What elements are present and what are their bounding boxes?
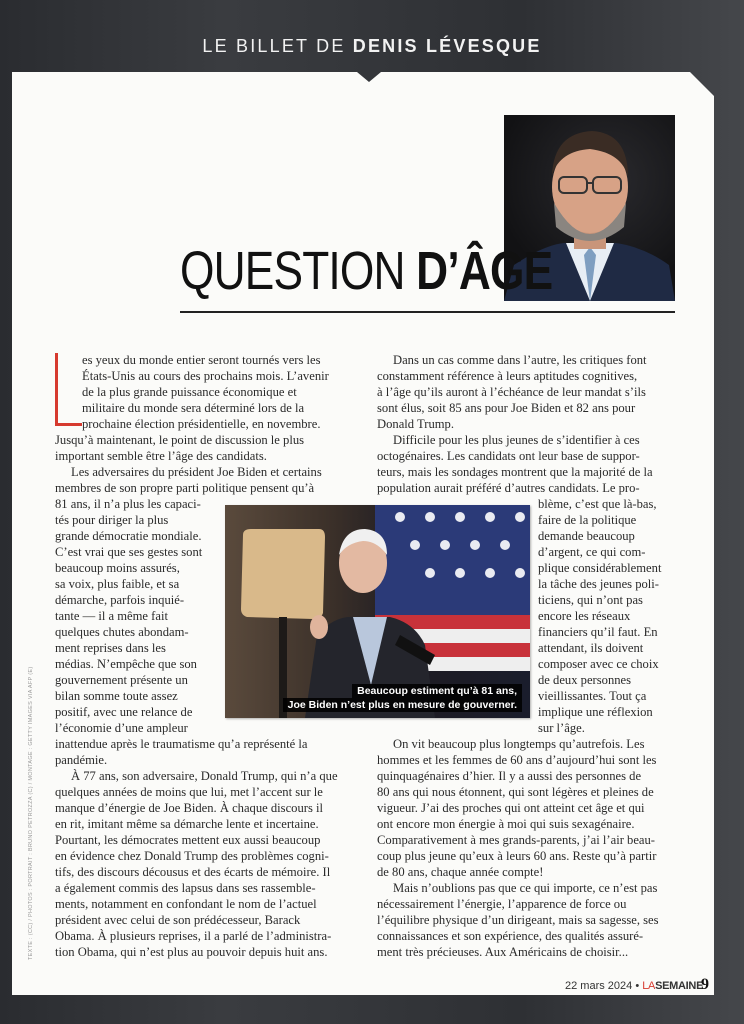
photo-caption-line1: Beaucoup estiment qu’à 81 ans, xyxy=(352,684,522,698)
title-bold: D’ÂGE xyxy=(416,241,553,301)
article-title xyxy=(180,240,552,302)
page-number: 9 xyxy=(701,976,709,993)
paragraph: Les adversaires du président Joe Biden et certains membres de son propre parti politique pensent qu’à 81 ans, il n’a plus les capaci- tés pour diriger la plus grande démocratie mondiale. C’est vrai que ses gestes sont beaucoup moins assurés, sa voix, plus faible, et sa démarche, parfois inquié- tante — il a même fait quelques chutes abondam- ment reprises dans les médias. N’empêche que son gouvernement présente un bilan somme toute assez positif, avec une relance de l’économie d’une ampleur inattendue après le traumatisme qu’a représenté la pandémie. xyxy=(55,465,322,767)
photo-credit: TEXTE : (CC) / PHOTOS : PORTRAIT : BRUNO PETROZZA (C) / MONTAGE : GETTY IMAGES VIA AFP (E) xyxy=(28,666,34,960)
magazine-logo xyxy=(642,980,703,992)
author-name: DENIS LÉVESQUE xyxy=(352,36,542,56)
footer-separator: • xyxy=(632,980,643,992)
section-header xyxy=(0,36,744,57)
logo-name: SEMAINE xyxy=(655,980,704,992)
paragraph-intro: es yeux du monde entier seront tournés vers les États-Unis au cours des prochains mois. L’avenir de la plus grande puissance économique et militaire du monde sera déterminé lors de la prochaine élection présidentielle, en novembre. xyxy=(82,353,329,431)
paragraph: On vit beaucoup plus longtemps qu’autrefois. Les hommes et les femmes de 60 ans d’aujourd’hui sont les quinquagénaires d’hier. Il y a aussi des personnes de 80 ans qui nous étonnent, qui sont légères et pleines de vigueur. J’ai des proches qui ont atteint cet âge et qui ont encore mon énergie à moi qui suis sexagénaire. Comparativement à mes grands-parents, j’ai l’air beau- coup plus jeune qu’eux à leurs 60 ans. Reste qu’à partir de 80 ans, chaque année compte! xyxy=(377,737,657,879)
title-divider xyxy=(180,311,675,313)
article-photo xyxy=(225,505,530,718)
section-prefix: LE BILLET DE xyxy=(202,36,353,56)
paragraph-wrapped: blème, c’est que là-bas, faire de la politique demande beaucoup d’argent, ce qui com- plique considérablement la tâche des jeunes poli- ticiens, qui n’ont pas encore les réseaux financiers qu’il faut. En attendant, ils doivent composer avec ce choix de deux personnes vieillissantes. Tout ça implique une réflexion sur l’âge. xyxy=(538,497,662,735)
logo-prefix: LA xyxy=(642,980,656,992)
issue-date: 22 mars 2024 xyxy=(565,980,633,992)
paragraph: Jusqu’à maintenant, le point de discussion le plus important semble être l’âge des candidats. xyxy=(55,433,305,463)
paragraph: Dans un cas comme dans l’autre, les critiques font constamment référence à leurs aptitudes cognitives, à l’âge qu’ils auront à l’échéance de leur mandat s’ils sont élus, soit 85 ans pour Joe Biden et 82 ans pour Donald Trump. xyxy=(377,353,647,431)
paragraph: Difficile pour les plus jeunes de s’identifier à ces octogénaires. Les candidats ont leur base de suppor- teurs, mais les sondages montrent que la majorité de la population aurait préféré d’autres candidats. Le pro- xyxy=(377,433,653,495)
paragraph: Mais n’oublions pas que ce qui importe, ce n’est pas nécessairement l’énergie, l’apparence de force ou l’équilibre physique d’un dirigeant, mais sa sagesse, ses connaissances et son expérience, des qualités assuré- ment très précieuses. Aux Américains de choisir... xyxy=(377,881,659,959)
paragraph: À 77 ans, son adversaire, Donald Trump, qui n’a que quelques années de moins que lui, met l’accent sur le manque d’énergie de Joe Biden. À chaque discours il en rit, imitant même sa démarche lente et incertaine. Pourtant, les démocrates mettent eux aussi beaucoup en évidence chez Donald Trump des problèmes cogni- tifs, des discours décousus et des écarts de mémoire. Il a également commis des lapsus dans ses rassemble- ments, notamment en confondant le nom de l’actuel président avec celui de son prédécesseur, Barack Obama. À plusieurs reprises, il a parlé de l’administra- tion Obama, qui n’est plus au pouvoir depuis huit ans. xyxy=(55,769,338,959)
title-light: QUESTION xyxy=(180,241,417,301)
page-footer xyxy=(565,980,703,992)
photo-caption-line2: Joe Biden n’est plus en mesure de gouverner. xyxy=(283,698,522,712)
